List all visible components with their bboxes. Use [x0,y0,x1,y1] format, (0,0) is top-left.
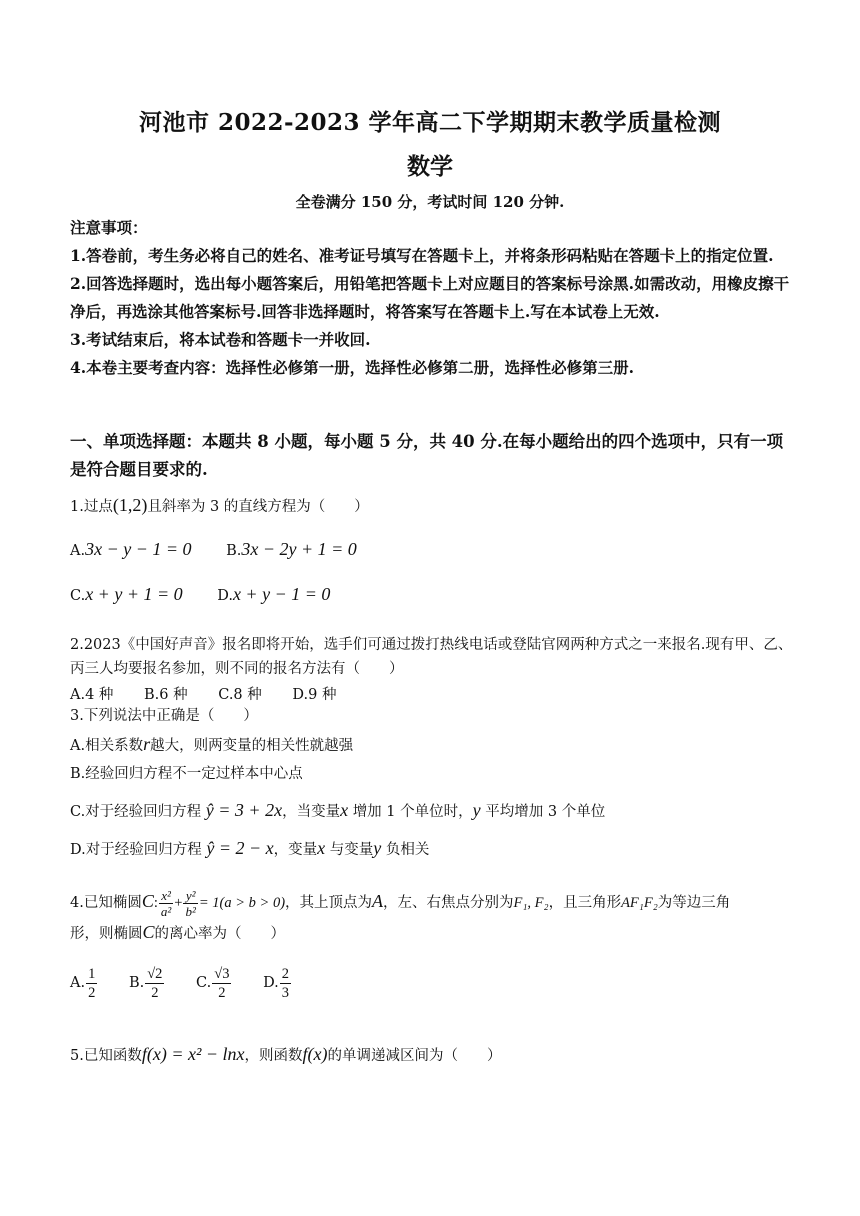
q1-option-d: x + y − 1 = 0 [232,584,331,604]
q3-stem: 3.下列说法中正确是（ ） [70,708,258,724]
q3-option-a: A.相关系数r越大，则两变量的相关性就越强 [70,734,354,754]
q3-option-c: C.对于经验回归方程 ŷ = 3 + 2x，当变量x 增加 1 个单位时，y 平均增加 3 个单位 [70,800,606,820]
q4-eq-tail: = 1(a > b > 0) [198,895,286,911]
q1-option-c: x + y + 1 = 0 [85,584,183,604]
q1-option-a: 3x − y − 1 = 0 [85,539,192,559]
q4-ellipse-name: C [141,891,154,911]
q1-prefix: 1.过点 [70,499,113,515]
q4-option-b: B. $\frac{√2}{2}$ [128,965,163,1001]
notes-heading: 注意事项： [70,218,148,237]
q1-suffix: 且斜率为 3 的直线方程为（ ） [147,499,369,515]
q3-option-b: B.经验回归方程不一定过样本中心点 [70,766,303,782]
q4-options [70,960,795,1006]
notes-block [70,214,795,382]
q1-a-label: A. [70,543,86,559]
subject-title: 数学 [407,153,453,180]
exam-title: 河池市 2022-2023 学年高二下学期期末教学质量检测 [138,109,722,136]
note-item: 4.本卷主要考查内容：选择性必修第一册，选择性必修第二册，选择性必修第三册. [70,358,635,377]
q1-b-label: B. [226,543,242,559]
q1-option-b: 3x − 2y + 1 = 0 [241,539,357,559]
q2-option-a: A.4 种 [70,687,114,703]
q2-option-b: B.6 种 [144,687,188,703]
q1-point: (1,2) [112,495,148,515]
q1-c-label: C. [70,588,86,604]
q4-option-d: D. $\frac{2}{3}$ [263,965,290,1001]
question-2 [70,633,795,707]
q2-option-d: D.9 种 [292,687,337,703]
q1-d-label: D. [217,588,233,604]
q5-function: f(x) = x² − lnx [141,1044,245,1064]
note-item: 2.回答选择题时，选出每小题答案后，用铅笔把答题卡上对应题目的答案标号涂黑.如需改动，用橡皮擦干净后，再选涂其他答案标号.回答非选择题时，将答案写在答题卡上.写在本试卷上无效. [70,274,790,321]
question-4: 4.已知椭圆C: $\frac{\text{x²}}{\text{a²}}$ + $\frac{\text{y²}}{\text{b²}}$ = 1(a > b > 0)，其上顶点为A，左、右焦点分别为F₁, F₂，且三角形AF₁F₂为等边三角 形，则椭圆C的离心率为（ ） A. $\frac{1}{2}$ B. $\frac{√2}{2}$ C. $\frac{√3}{2}$ D. $\frac{2}{3}$ [70,878,795,1006]
q1-options-row2 [70,583,795,607]
q4-frac-x: $\frac{\text{x²}}{\text{a²}}$ [160,887,172,919]
note-item: 3.考试结束后，将本试卷和答题卡一并收回. [70,330,371,349]
question-5: 5.已知函数f(x) = x² − lnx，则函数f(x)的单调递减区间为（ ） [70,1044,502,1064]
q1-options-row1 [70,538,795,562]
q3-option-d: D.对于经验回归方程 ŷ = 2 − x，变量x 与变量y 负相关 [70,838,430,858]
question-1 [70,494,795,518]
question-3 [70,702,795,864]
section-heading: 一、单项选择题：本题共 8 小题，每小题 5 分，共 40 分.在每小题给出的四个选项中，只有一项是符合题目要求的. [70,432,784,479]
q4-prefix: 4.已知椭圆 [70,895,142,911]
q4-frac-y: $\frac{\text{y²}}{\text{b²}}$ [185,887,196,919]
q4-option-c: C. $\frac{√3}{2}$ [196,965,230,1001]
exam-meta: 全卷满分 150 分，考试时间 120 分钟. [295,193,565,211]
q2-option-c: C.8 种 [218,687,262,703]
q2-stem: 2.2023《中国好声音》报名即将开始，选手们可通过拨打热线电话或登陆官网两种方式之一来报名.现有甲、乙、丙三人均要报名参加，则不同的报名方法有（ ） [70,637,793,677]
q5-prefix: 5.已知函数 [70,1048,142,1064]
q4-option-a: A. $\frac{1}{2}$ [70,965,96,1001]
note-item: 1.答卷前，考生务必将自己的姓名、准考证号填写在答题卡上，并将条形码粘贴在答题卡上的指定位置. [70,246,774,265]
